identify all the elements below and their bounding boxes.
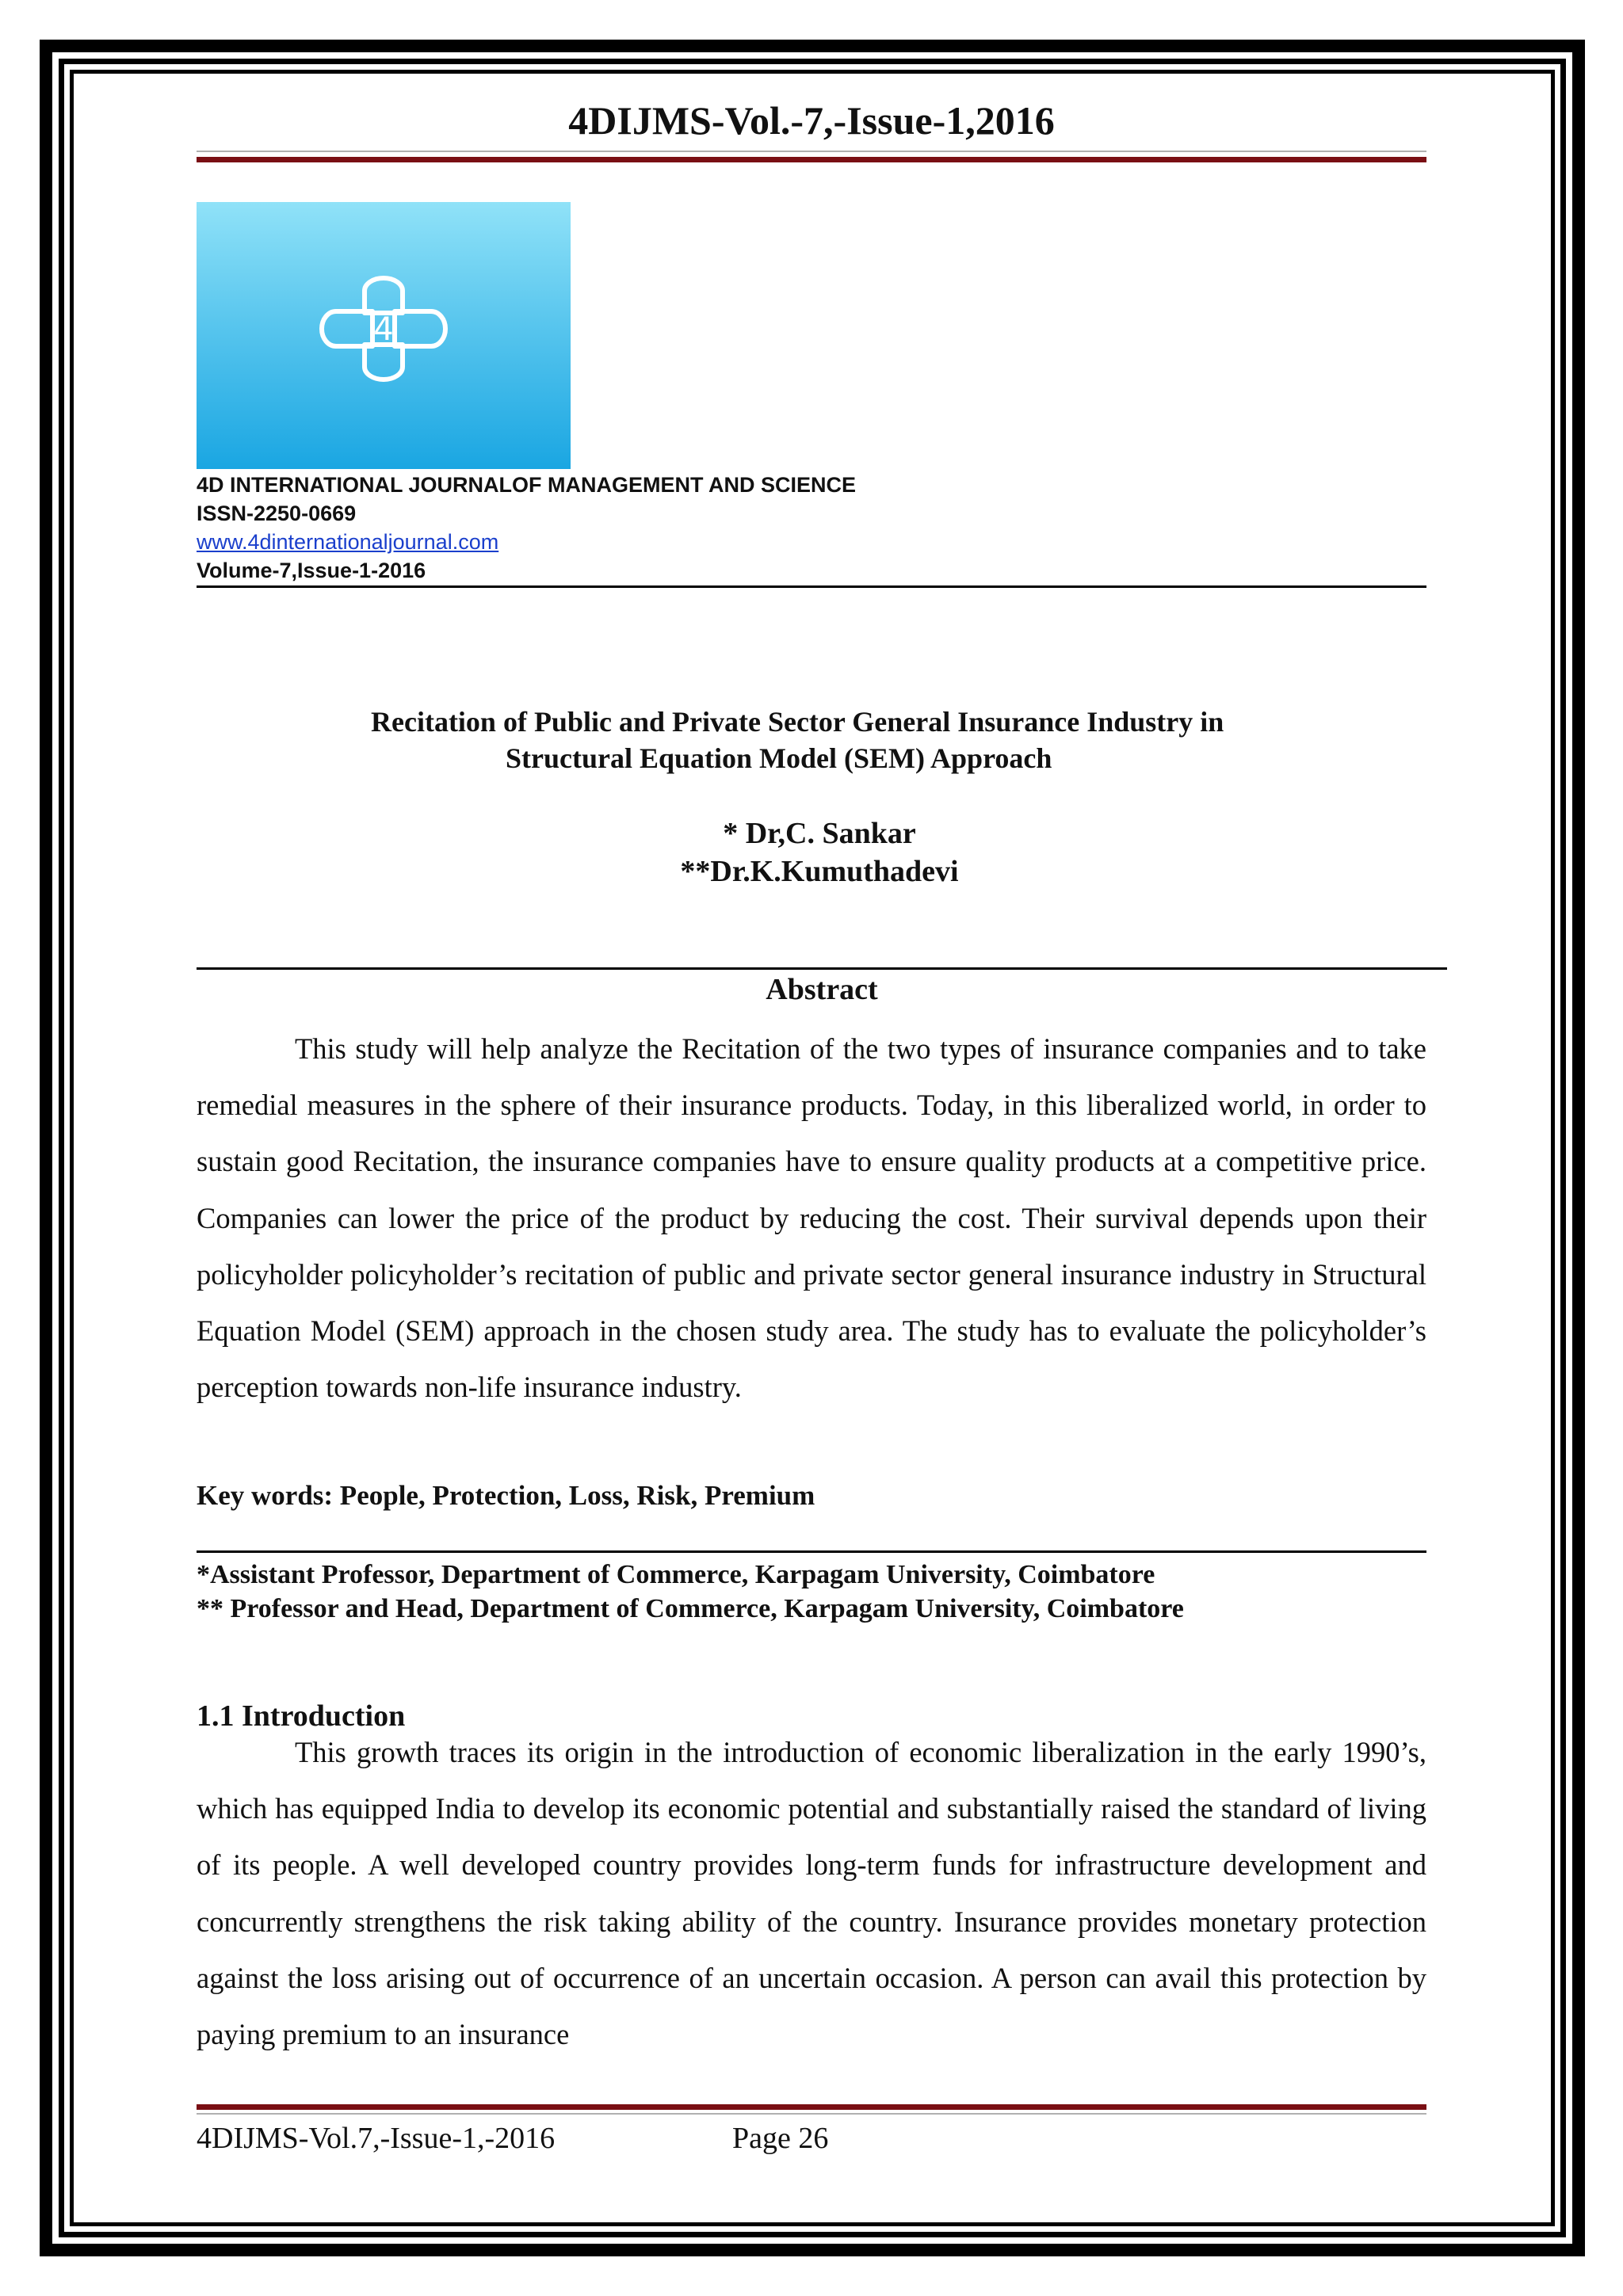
- journal-logo: [197, 202, 571, 469]
- page-footer: [197, 2120, 1426, 2157]
- abstract-body: [197, 1020, 1426, 1415]
- article-title-line1: Recitation of Public and Private Sector General Insurance Industry in: [371, 706, 1224, 738]
- abstract-top-rule: [197, 967, 1447, 970]
- affiliation-2: ** Professor and Head, Department of Commerce, Karpagam University, Coimbatore: [197, 1594, 1184, 1623]
- journal-info-rule: [197, 585, 1426, 588]
- footer-journal: 4DIJMS-Vol.7,-Issue-1,-2016: [197, 2122, 556, 2155]
- footer-rule-thin: [197, 2113, 1426, 2115]
- journal-url-link[interactable]: www.4dinternationaljournal.com: [197, 530, 499, 554]
- abstract-text: This study will help analyze the Recitation of the two types of insurance companies and to take remedial measures in the sphere of their insurance products. Today, in this liberalized world, in order to sustain good Recitation, the insurance companies have to ensure quality products at a competitive price. Companies can lower the price of the product by reducing the cost. Their survival depends upon their policyholder policyholder’s recitation of public and private sector general insurance industry in Structural Equation Model (SEM) approach in the chosen study area. The study has to evaluate the policyholder’s perception towards non-life insurance industry.: [197, 1032, 1426, 1404]
- journal-info: [197, 471, 1426, 585]
- keywords: Key words: People, Protection, Loss, Risk, Premium: [197, 1480, 815, 1511]
- affiliation-rule: [197, 1550, 1426, 1553]
- introduction-text: This growth traces its origin in the introduction of economic liberalization in the early 1990’s, which has equipped India to develop its economic potential and substantially raised the standard of living of its people. A well developed country provides long-term funds for infrastructure development and concurrently strengthens the risk taking ability of the country. Insurance provides monetary protection against the loss arising out of occurrence of an uncertain occasion. A person can avail this protection by paying premium to an insurance: [197, 1736, 1426, 2051]
- footer-rule-red: [197, 2104, 1426, 2110]
- running-head: 4DIJMS-Vol.-7,-Issue-1,2016: [568, 98, 1055, 143]
- journal-issn: ISSN-2250-0669: [197, 502, 357, 525]
- 4d-journal-logo-icon: [197, 202, 571, 469]
- journal-name: 4D INTERNATIONAL JOURNALOF MANAGEMENT AND SCIENCE: [197, 473, 857, 497]
- article-title-line2: Structural Equation Model (SEM) Approach: [506, 742, 1052, 774]
- author-1: * Dr,C. Sankar: [723, 817, 916, 850]
- author-2: **Dr.K.Kumuthadevi: [680, 855, 959, 888]
- header-rule-thin: [197, 151, 1426, 152]
- introduction-heading: 1.1 Introduction: [197, 1699, 406, 1733]
- affiliation-1: *Assistant Professor, Department of Commerce, Karpagam University, Coimbatore: [197, 1560, 1155, 1589]
- header-rule-red: [197, 157, 1426, 162]
- article-title: [197, 704, 1568, 776]
- logo-mark-text: 4: [373, 311, 394, 348]
- footer-page-number: Page 26: [732, 2122, 829, 2155]
- abstract-heading: Abstract: [766, 973, 878, 1006]
- journal-volume: Volume-7,Issue-1-2016: [197, 559, 426, 582]
- introduction-body: [197, 1724, 1426, 2062]
- affiliations: [197, 1558, 1433, 1626]
- authors: [197, 814, 1442, 891]
